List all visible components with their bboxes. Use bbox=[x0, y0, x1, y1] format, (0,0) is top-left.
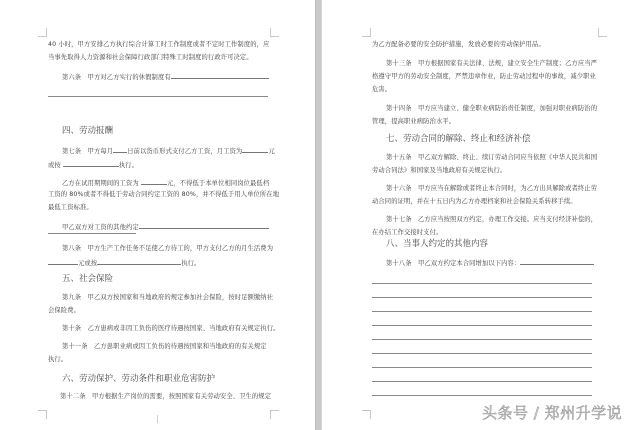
fill-in-rule[interactable] bbox=[48, 96, 268, 97]
document-page-right bbox=[322, 0, 640, 430]
text-line: 会保险费。 bbox=[48, 307, 80, 314]
fill-in-blank[interactable] bbox=[141, 176, 167, 185]
text-line: 最低工资标准。 bbox=[48, 204, 93, 211]
section-heading-5: 五、社会保险 bbox=[62, 274, 114, 284]
text: 乙方在试用期期间的工资为 bbox=[62, 180, 139, 187]
text-line: 第十四条 甲方应当建立、健全职业病防治责任制度，加强对职业病防治的 bbox=[386, 105, 598, 112]
text-line: 第十三条 甲方根据国家有关法律、法规，建立安全生产制度；乙方应当严 bbox=[386, 60, 598, 67]
text-line: 为乙方配备必要的安全防护措施，发放必要的劳动保护用品。 bbox=[372, 41, 545, 48]
text: 元 bbox=[268, 148, 275, 155]
fill-in-blank[interactable] bbox=[113, 144, 127, 153]
fill-in-blank[interactable] bbox=[48, 256, 78, 265]
fill-in-blank[interactable] bbox=[171, 70, 269, 79]
fill-in-blank[interactable] bbox=[242, 144, 268, 153]
document-page-left bbox=[0, 0, 315, 430]
text-line: 第十七条 乙方应当按照双方约定，办理工作交接。应当支付经济补偿的， bbox=[386, 216, 598, 223]
fill-in-rule[interactable] bbox=[372, 367, 592, 368]
text: 或按 bbox=[48, 162, 61, 169]
text-line: 执行。 bbox=[48, 356, 68, 363]
text: 执行。 bbox=[181, 260, 201, 267]
fill-in-rule[interactable] bbox=[372, 353, 592, 354]
fill-in-rule[interactable] bbox=[372, 395, 592, 396]
text: 日前以货币形式支付乙方工资，月工资为 bbox=[127, 148, 243, 155]
text-line: 工资的 80%或者不得低于劳动合同约定工资的 80%，并不得低于用人单位所在地 bbox=[48, 191, 280, 198]
text-line: 当事先取得人力资源和社会保障行政部门特殊工时制度的行政许可决定。 bbox=[48, 54, 253, 61]
text: 执行。 bbox=[118, 162, 139, 169]
text-line: 第十二条 甲方根据生产岗位的需要，按照国家有关劳动安全、卫生的规定 bbox=[60, 393, 272, 400]
fill-in-rule[interactable] bbox=[372, 325, 592, 326]
text-line: 第十条 乙方患病或非因工负伤的医疗待遇按国家、当地政府有关规定执行。 bbox=[62, 325, 280, 332]
page-text bbox=[0, 0, 315, 430]
fill-in-rule[interactable] bbox=[48, 233, 136, 234]
text-line: 动合同的证明，并在十五日内为乙方办理档案和社会保险关系转移手续。 bbox=[372, 198, 577, 205]
text-line: 在办结工作交接时支付。 bbox=[372, 229, 443, 236]
margin-corner-mark bbox=[362, 410, 371, 419]
article-6 bbox=[62, 70, 269, 83]
margin-corner-mark bbox=[598, 28, 607, 37]
text-line: 第十六条 甲方应当在解除或者终止本合同时，为乙方出具解除或者终止劳 bbox=[386, 185, 598, 192]
section-heading-7: 七、劳动合同的解除、终止和经济补偿 bbox=[386, 134, 531, 144]
page-gap-divider bbox=[315, 0, 322, 430]
watermark-text: 头条号 / 郑州升学说 bbox=[482, 404, 623, 422]
text: 甲乙双方对工资的其他约定 bbox=[62, 224, 139, 231]
text-line: 40 小时，甲方安排乙方执行综合计算工时工作制度或者不定时工作制度的，应 bbox=[48, 41, 270, 48]
fill-in-blank[interactable] bbox=[97, 256, 181, 265]
section-heading-4: 四、劳动报酬 bbox=[62, 126, 114, 136]
article-6-text: 第六条 甲方对乙方实行的休假制度有 bbox=[62, 74, 171, 81]
margin-corner-mark bbox=[362, 28, 371, 37]
text: 第七条 甲方每月 bbox=[62, 148, 114, 155]
text-line: 第十一条 乙方患职业病或因工负伤的待遇按国家和当地政府的有关规定 bbox=[62, 343, 267, 350]
fill-in-rule[interactable] bbox=[372, 381, 592, 382]
fill-in-rule[interactable] bbox=[372, 339, 592, 340]
fill-in-rule[interactable] bbox=[372, 283, 592, 284]
fill-in-blank[interactable] bbox=[139, 220, 269, 229]
text-line: 第八条 甲方生产工作任务不足使乙方待工的，甲方支付乙方的月生活费为 bbox=[62, 245, 274, 252]
text: 元，不得低于本单位相同岗位最低档 bbox=[166, 180, 270, 187]
fill-in-rule[interactable] bbox=[372, 297, 592, 298]
section-heading-6: 六、劳动保护、劳动条件和职业危害防护 bbox=[62, 374, 216, 384]
text: 元或按 bbox=[78, 260, 98, 267]
text-line: 管理，提高职业病防治水平。 bbox=[372, 118, 456, 125]
text-line: 劳动合同法》和国家及当地政府有关规定执行。 bbox=[372, 167, 507, 174]
text-line: 格遵守甲方的劳动安全制度，严禁违章作业，防止劳动过程中的事故，减少职业 bbox=[372, 73, 596, 80]
text-line: 第九条 甲乙双方按国家和当地政府的规定参加社会保险，按时足额缴纳社 bbox=[62, 294, 274, 301]
text-cursor bbox=[157, 415, 158, 423]
text-line: 危害。 bbox=[372, 86, 392, 93]
fill-in-blank[interactable] bbox=[520, 256, 594, 265]
text: 第十八条 甲乙双方约定本合同增加以下内容： bbox=[386, 260, 521, 267]
section-heading-8: 八、当事人约定的其他内容 bbox=[386, 239, 489, 249]
text-line: 第十五条 甲乙双方解除、终止、续订劳动合同应当依照《中华人民共和国 bbox=[386, 154, 598, 161]
fill-in-rule[interactable] bbox=[372, 311, 592, 312]
fill-in-blank[interactable] bbox=[63, 158, 119, 167]
